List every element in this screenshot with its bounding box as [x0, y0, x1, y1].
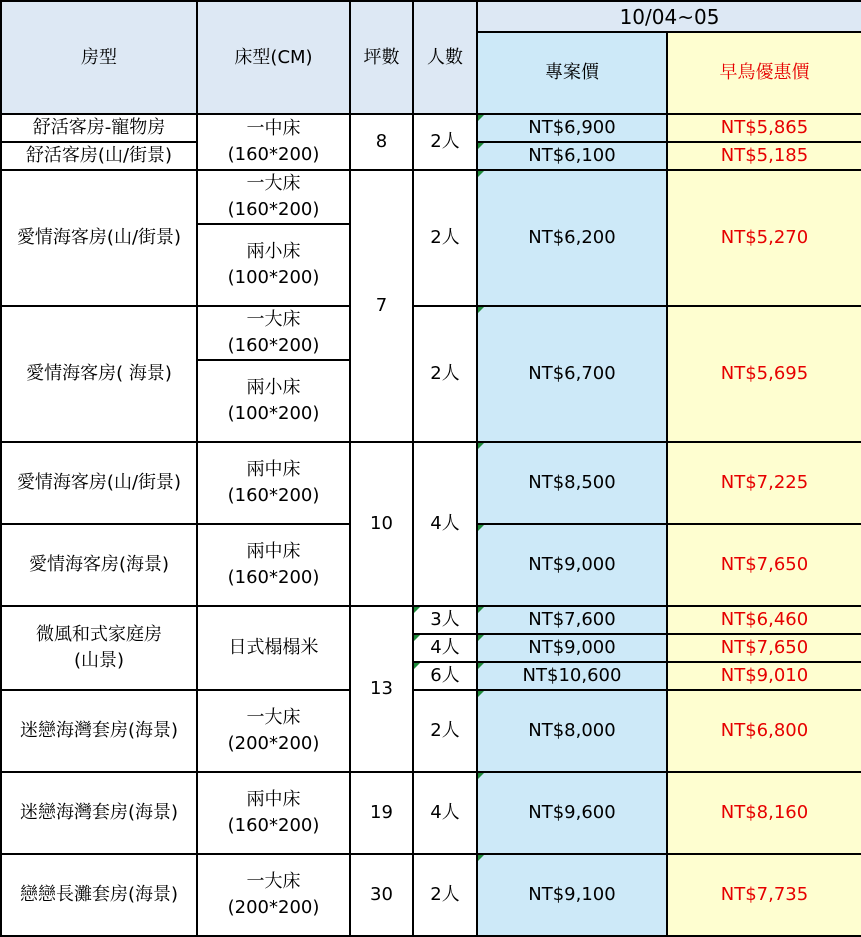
- people-value: 4人: [413, 772, 477, 854]
- early-bird-price-cell: NT$6,460: [667, 606, 861, 634]
- header-early-bird: 早鳥優惠價: [667, 32, 861, 114]
- bed-type: [197, 690, 350, 772]
- bed-type-line2: (200*200): [227, 733, 320, 754]
- early-bird-price-cell: NT$5,865: [667, 114, 861, 142]
- bed-type-line2: (160*200): [227, 335, 320, 356]
- bed-type: [197, 524, 350, 606]
- bed-type: [197, 772, 350, 854]
- people-value: 2人: [413, 170, 477, 306]
- header-people: 人數: [413, 1, 477, 114]
- room-name: 愛情海客房( 海景): [1, 306, 197, 442]
- early-bird-price-cell: NT$5,695: [667, 306, 861, 442]
- bed-type-line1: 兩中床: [246, 459, 301, 480]
- project-price-cell: NT$9,000: [477, 634, 667, 662]
- header-size: 坪數: [350, 1, 413, 114]
- bed-type: [197, 306, 350, 360]
- project-price-cell: NT$8,000: [477, 690, 667, 772]
- bed-type-line2: (160*200): [227, 485, 320, 506]
- bed-type: 日式榻榻米: [197, 606, 350, 690]
- project-price-cell: NT$6,200: [477, 170, 667, 306]
- room-name: 戀戀長灘套房(海景): [1, 854, 197, 936]
- bed-type-line2: (160*200): [227, 567, 320, 588]
- people-value: 3人: [413, 606, 477, 634]
- project-price-cell: NT$6,900: [477, 114, 667, 142]
- room-name: 愛情海客房(海景): [1, 524, 197, 606]
- bed-type: [197, 360, 350, 442]
- room-name-line1: 微風和式家庭房: [36, 624, 162, 645]
- people-value: 6人: [413, 662, 477, 690]
- early-bird-price-cell: NT$5,270: [667, 170, 861, 306]
- bed-type-line1: 一大床: [246, 707, 301, 728]
- room-name: [1, 606, 197, 690]
- size-value: 13: [350, 606, 413, 772]
- bed-type-line2: (160*200): [227, 144, 320, 165]
- bed-type-line1: 兩小床: [246, 377, 301, 398]
- people-value: 2人: [413, 690, 477, 772]
- project-price-cell: NT$7,600: [477, 606, 667, 634]
- bed-type: [197, 854, 350, 936]
- early-bird-price-cell: NT$7,650: [667, 634, 861, 662]
- bed-type: [197, 224, 350, 306]
- room-name: 迷戀海灣套房(海景): [1, 690, 197, 772]
- header-bed-type: 床型(CM): [197, 1, 350, 114]
- room-name: 舒活客房-寵物房: [1, 114, 197, 142]
- early-bird-price-cell: NT$7,735: [667, 854, 861, 936]
- bed-type-line1: 一大床: [246, 309, 301, 330]
- project-price-cell: NT$9,000: [477, 524, 667, 606]
- project-price-cell: NT$6,700: [477, 306, 667, 442]
- bed-type-line1: 兩中床: [246, 789, 301, 810]
- header-date-range: 10/04~05: [477, 1, 861, 32]
- size-value: 30: [350, 854, 413, 936]
- early-bird-price-cell: NT$8,160: [667, 772, 861, 854]
- bed-type: [197, 170, 350, 224]
- project-price-cell: NT$9,600: [477, 772, 667, 854]
- room-name: 愛情海客房(山/街景): [1, 442, 197, 524]
- bed-type-line1: 兩小床: [246, 241, 301, 262]
- bed-type-line2: (100*200): [227, 267, 320, 288]
- people-value: 4人: [413, 634, 477, 662]
- early-bird-price-cell: NT$6,800: [667, 690, 861, 772]
- header-room-type: 房型: [1, 1, 197, 114]
- room-name: 愛情海客房(山/街景): [1, 170, 197, 306]
- early-bird-price-cell: NT$7,650: [667, 524, 861, 606]
- bed-type-line1: 兩中床: [246, 541, 301, 562]
- room-name-line2: (山景): [73, 650, 125, 671]
- project-price-cell: NT$6,100: [477, 142, 667, 170]
- bed-type-line2: (160*200): [227, 815, 320, 836]
- bed-type-line2: (100*200): [227, 403, 320, 424]
- people-value: 2人: [413, 306, 477, 442]
- bed-type-line1: 一中床: [246, 118, 301, 139]
- size-value: 19: [350, 772, 413, 854]
- bed-type: [197, 442, 350, 524]
- room-name: 舒活客房(山/街景): [1, 142, 197, 170]
- project-price-cell: NT$10,600: [477, 662, 667, 690]
- bed-type: [197, 114, 350, 170]
- project-price-cell: NT$8,500: [477, 442, 667, 524]
- bed-type-line1: 一大床: [246, 871, 301, 892]
- bed-type-line1: 一大床: [246, 173, 301, 194]
- bed-type-line2: (200*200): [227, 897, 320, 918]
- early-bird-price-cell: NT$7,225: [667, 442, 861, 524]
- people-value: 2人: [413, 854, 477, 936]
- early-bird-price-cell: NT$5,185: [667, 142, 861, 170]
- bed-type-line2: (160*200): [227, 199, 320, 220]
- size-value: 8: [350, 114, 413, 170]
- header-project-price: 專案價: [477, 32, 667, 114]
- room-name: 迷戀海灣套房(海景): [1, 772, 197, 854]
- size-value: 10: [350, 442, 413, 606]
- early-bird-price-cell: NT$9,010: [667, 662, 861, 690]
- people-value: 2人: [413, 114, 477, 170]
- size-value: 7: [350, 170, 413, 442]
- people-value: 4人: [413, 442, 477, 606]
- project-price-cell: NT$9,100: [477, 854, 667, 936]
